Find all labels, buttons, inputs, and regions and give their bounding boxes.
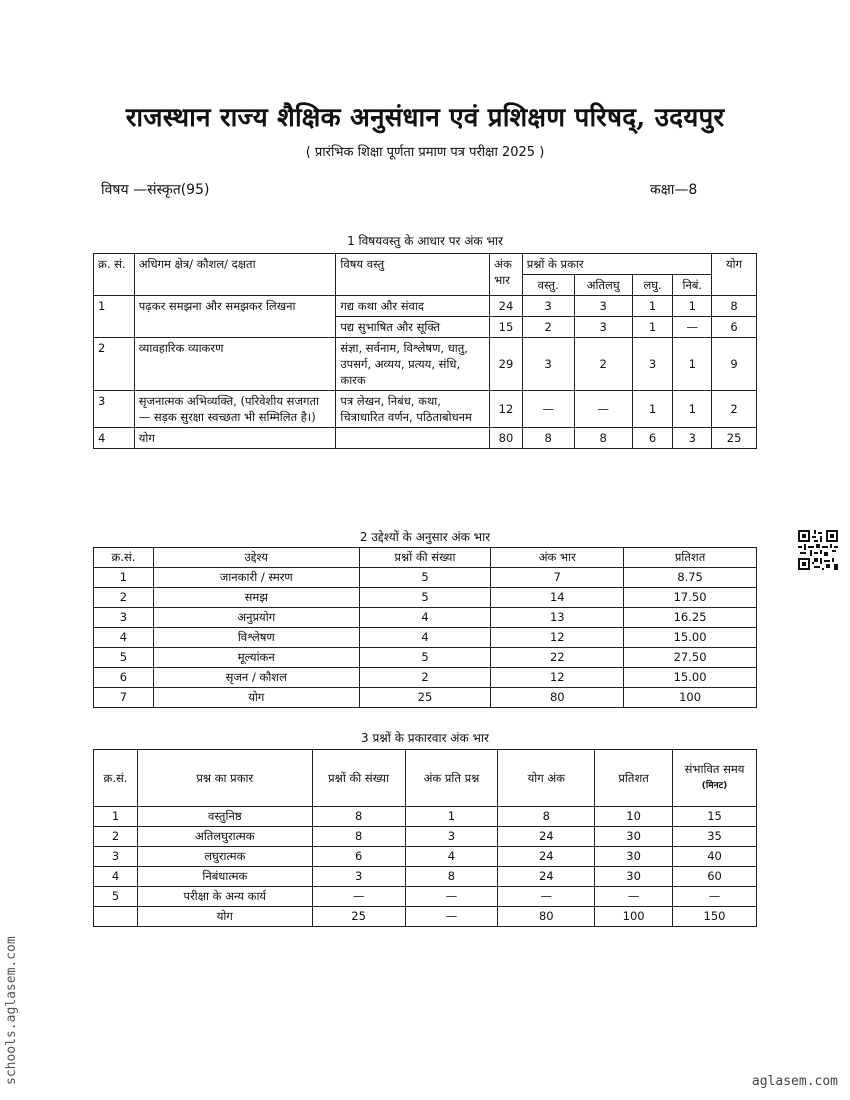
cell: 8 [312, 807, 405, 827]
table-row [94, 847, 757, 867]
cell-content: गद्य कथा और संवाद [336, 296, 490, 317]
table-row [94, 296, 757, 317]
header-cell: अंक भार [491, 548, 624, 568]
cell: — [498, 887, 595, 907]
header-cell: अंक प्रति प्रश्न [405, 750, 498, 807]
cell-area: सृजनात्मक अभिव्यक्ति, (परिवेशीय सजगता — सड़क सुरक्षा स्वच्छता भी सम्मिलित है।) [134, 391, 336, 428]
cell-es: 1 [673, 338, 712, 391]
qr-code-icon [798, 530, 838, 570]
cell-obj: 3 [522, 338, 574, 391]
cell-vs: 3 [574, 317, 632, 338]
header-cell: क्र.सं. [94, 750, 138, 807]
objective-weightage-table [93, 547, 757, 708]
header-cell-time [673, 750, 757, 807]
cell: 12 [491, 628, 624, 648]
cell: समझ [153, 588, 359, 608]
cell: निबंधात्मक [137, 867, 312, 887]
cell: 1 [94, 568, 154, 588]
header-cell: प्रश्नों की संख्या [359, 548, 491, 568]
cell-sno: 2 [94, 338, 135, 391]
cell-area: योग [134, 428, 336, 449]
subject-label: विषय —संस्कृत(95) [101, 182, 210, 198]
cell: 22 [491, 648, 624, 668]
cell: 8.75 [624, 568, 757, 588]
cell: 5 [359, 568, 491, 588]
cell-vs: — [574, 391, 632, 428]
cell: जानकारी / स्मरण [153, 568, 359, 588]
cell: 40 [673, 847, 757, 867]
cell-sno: 4 [94, 428, 135, 449]
cell: 30 [595, 847, 673, 867]
table-row [94, 628, 757, 648]
bottom-watermark: aglasem.com [751, 1074, 838, 1089]
cell: 3 [405, 827, 498, 847]
cell-obj: 3 [522, 296, 574, 317]
header-cell: प्रश्नों की संख्या [312, 750, 405, 807]
header-short: लघु. [632, 275, 673, 296]
cell-content: संज्ञा, सर्वनाम, विश्लेषण, धातु, उपसर्ग, अव्यय, प्रत्यय, संधि, कारक [336, 338, 490, 391]
header-essay: निबं. [673, 275, 712, 296]
table-row [94, 867, 757, 887]
table-row [94, 428, 757, 449]
cell: 24 [498, 827, 595, 847]
cell: 5 [359, 588, 491, 608]
table-row [94, 688, 757, 708]
cell: 8 [498, 807, 595, 827]
table-row [94, 588, 757, 608]
cell-marks: 15 [490, 317, 523, 338]
cell: विश्लेषण [153, 628, 359, 648]
cell-total: 2 [712, 391, 757, 428]
cell-marks: 80 [490, 428, 523, 449]
cell [94, 907, 138, 927]
header-total: योग [712, 254, 757, 296]
table-row [94, 648, 757, 668]
cell-es: 1 [673, 391, 712, 428]
cell: सृजन / कौशल [153, 668, 359, 688]
page-subtitle: ( प्रारंभिक शिक्षा पूर्णता प्रमाण पत्र परीक्षा 2025 ) [305, 145, 545, 160]
cell: — [405, 887, 498, 907]
cell: 15.00 [624, 668, 757, 688]
cell-obj: — [522, 391, 574, 428]
cell: 35 [673, 827, 757, 847]
cell: 13 [491, 608, 624, 628]
table-header-row [94, 548, 757, 568]
table1-heading: 1 विषयवस्तु के आधार पर अंक भार [347, 234, 503, 248]
cell: 14 [491, 588, 624, 608]
header-time-label: संभावित समय [684, 762, 745, 776]
cell: 10 [595, 807, 673, 827]
table-row [94, 608, 757, 628]
cell: 24 [498, 847, 595, 867]
cell: 1 [405, 807, 498, 827]
cell-total: 25 [712, 428, 757, 449]
cell-sno: 3 [94, 391, 135, 428]
cell-sh: 3 [632, 338, 673, 391]
cell: 6 [312, 847, 405, 867]
table-header-row [94, 750, 757, 807]
cell: 17.50 [624, 588, 757, 608]
cell-vs: 8 [574, 428, 632, 449]
cell: अनुप्रयोग [153, 608, 359, 628]
cell: 15 [673, 807, 757, 827]
cell: योग [153, 688, 359, 708]
cell: वस्तुनिष्ठ [137, 807, 312, 827]
cell: 16.25 [624, 608, 757, 628]
content-weightage-table [93, 253, 757, 449]
header-cell: क्र.सं. [94, 548, 154, 568]
cell: 3 [94, 847, 138, 867]
table3-heading: 3 प्रश्नों के प्रकारवार अंक भार [361, 731, 489, 745]
cell: लघुरात्मक [137, 847, 312, 867]
cell: 100 [595, 907, 673, 927]
cell: मूल्यांकन [153, 648, 359, 668]
cell: 4 [405, 847, 498, 867]
cell-total: 9 [712, 338, 757, 391]
cell: 24 [498, 867, 595, 887]
header-qtypes: प्रश्नों के प्रकार [522, 254, 711, 275]
header-cell: उद्देश्य [153, 548, 359, 568]
cell-sh: 1 [632, 296, 673, 317]
cell: — [673, 887, 757, 907]
table-row [94, 807, 757, 827]
cell-sh: 1 [632, 317, 673, 338]
table-row [94, 568, 757, 588]
cell-marks: 12 [490, 391, 523, 428]
cell: 25 [359, 688, 491, 708]
cell: 5 [94, 648, 154, 668]
question-type-table [93, 749, 757, 927]
cell: — [405, 907, 498, 927]
cell: 60 [673, 867, 757, 887]
header-cell: प्रतिशत [595, 750, 673, 807]
table-header-row [94, 254, 757, 275]
table-row [94, 827, 757, 847]
cell-sh: 6 [632, 428, 673, 449]
cell-obj: 2 [522, 317, 574, 338]
header-content: विषय वस्तु [336, 254, 490, 296]
cell: 7 [491, 568, 624, 588]
cell-vs: 2 [574, 338, 632, 391]
cell: 3 [312, 867, 405, 887]
cell: 7 [94, 688, 154, 708]
cell: 27.50 [624, 648, 757, 668]
header-sno: क्र. सं. [94, 254, 135, 296]
cell: 8 [312, 827, 405, 847]
cell-es: — [673, 317, 712, 338]
table2-heading: 2 उद्देश्यों के अनुसार अंक भार [359, 530, 491, 544]
cell: 80 [491, 688, 624, 708]
cell-es: 3 [673, 428, 712, 449]
cell-sno: 1 [94, 296, 135, 338]
cell-es: 1 [673, 296, 712, 317]
header-marks: अंक भार [490, 254, 523, 296]
cell-content: पत्र लेखन, निबंध, कथा, चित्राधारित वर्णन, पठिताबोधनम [336, 391, 490, 428]
cell: 4 [94, 628, 154, 648]
cell: 30 [595, 827, 673, 847]
header-objective: वस्तु. [522, 275, 574, 296]
cell: 2 [94, 588, 154, 608]
table-row [94, 391, 757, 428]
cell: 6 [94, 668, 154, 688]
header-cell: योग अंक [498, 750, 595, 807]
table-row [94, 338, 757, 391]
cell: 4 [94, 867, 138, 887]
header-very-short: अतिलघु [574, 275, 632, 296]
cell: अतिलघुरात्मक [137, 827, 312, 847]
cell-sh: 1 [632, 391, 673, 428]
cell-content [336, 428, 490, 449]
cell: 3 [94, 608, 154, 628]
cell: 25 [312, 907, 405, 927]
cell-content: पद्य सुभाषित और सूक्ति [336, 317, 490, 338]
cell-vs: 3 [574, 296, 632, 317]
cell-marks: 24 [490, 296, 523, 317]
cell-total: 6 [712, 317, 757, 338]
cell: 8 [405, 867, 498, 887]
header-area: अधिगम क्षेत्र/ कौशल/ दक्षता [134, 254, 336, 296]
cell-total: 8 [712, 296, 757, 317]
cell: 1 [94, 807, 138, 827]
cell: 5 [94, 887, 138, 907]
cell-marks: 29 [490, 338, 523, 391]
cell: 100 [624, 688, 757, 708]
table-row [94, 907, 757, 927]
cell: योग [137, 907, 312, 927]
header-cell: प्रतिशत [624, 548, 757, 568]
cell: 80 [498, 907, 595, 927]
table-row [94, 668, 757, 688]
header-cell: प्रश्न का प्रकार [137, 750, 312, 807]
header-time-unit: (मिनट) [701, 781, 728, 791]
class-label: कक्षा—8 [650, 182, 698, 198]
cell-obj: 8 [522, 428, 574, 449]
side-watermark: schools.aglasem.com [4, 936, 19, 1085]
cell: परीक्षा के अन्य कार्य [137, 887, 312, 907]
cell: 2 [94, 827, 138, 847]
cell: 30 [595, 867, 673, 887]
cell: — [595, 887, 673, 907]
cell-area: व्यावहारिक व्याकरण [134, 338, 336, 391]
cell: 15.00 [624, 628, 757, 648]
page-title: राजस्थान राज्य शैक्षिक अनुसंधान एवं प्रशिक्षण परिषद्, उदयपुर [125, 103, 725, 133]
cell: 4 [359, 628, 491, 648]
cell: 2 [359, 668, 491, 688]
cell: 12 [491, 668, 624, 688]
cell: 5 [359, 648, 491, 668]
cell: 4 [359, 608, 491, 628]
cell-area: पढ़कर समझना और समझकर लिखना [134, 296, 336, 338]
cell: — [312, 887, 405, 907]
table-row [94, 887, 757, 907]
cell: 150 [673, 907, 757, 927]
